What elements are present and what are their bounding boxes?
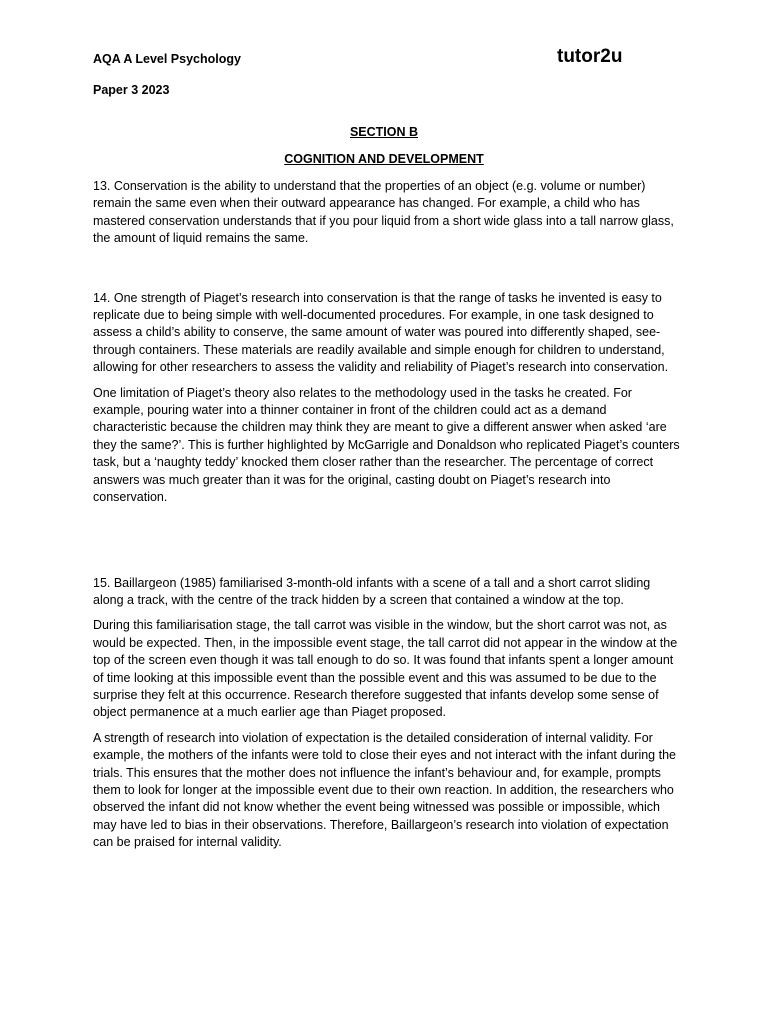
brand-logo: tutor2u xyxy=(557,46,623,67)
spacer xyxy=(93,256,683,290)
spacer xyxy=(93,515,683,575)
answer-13-paragraph: 13. Conservation is the ability to understand that the properties of an object (e.g. volume or number) remain the same even when their outward appearance has changed. For example, a child who has mastered conservation understands that if you pour liquid from a short wide glass into a tall narrow glass, the amount of liquid remains the same. xyxy=(93,179,674,246)
paper-title: Paper 3 2023 xyxy=(93,83,170,97)
answer-15-paragraph-3: A strength of research into violation of expectation is the detailed consideration of internal validity. For example, the mothers of the infants were told to close their eyes and not interact with the infant during the trials. This ensures that the mother does not influence the infant’s behaviour and, for example, prompts them to look for longer at the impossible event due to their own reaction. In addition, the researchers who observed the infant did not know whether the event being witnessed was possible or impossible, which may have led to bias in their observations. Therefore, Baillargeon’s research into violation of expectation can be praised for internal validity. xyxy=(93,730,676,850)
document-header xyxy=(93,51,241,99)
answers-body xyxy=(93,178,683,860)
section-subtitle: COGNITION AND DEVELOPMENT xyxy=(284,152,484,166)
answer-14-paragraph-2: One limitation of Piaget’s theory also relates to the methodology used in the tasks he created. For example, pouring water into a thinner container in front of the children could act as a demand characteristic because the children may think they are meant to give a different answer when asked ‘are they the same?’. This is further highlighted by McGarrigle and Donaldson who replicated Piaget’s counters task, but a ‘naughty teddy’ knocked them closer rather than the researcher. The percentage of correct answers was much greater than it was for the original, casting doubt on Piaget’s research into conservation. xyxy=(93,385,680,505)
section-title: SECTION B xyxy=(349,125,419,139)
answer-15-paragraph-1: 15. Baillargeon (1985) familiarised 3-month-old infants with a scene of a tall and a short carrot sliding along a track, with the centre of the track hidden by a screen that contained a window at the top. xyxy=(93,575,651,607)
answer-14-paragraph-1: 14. One strength of Piaget’s research into conservation is that the range of tasks he invented is easy to replicate due to being simple with well-documented procedures. For example, in one task designed to assess a child’s ability to conserve, the same amount of water was poured into differently shaped, see-through containers. These materials are readily available and simple enough for children to understand, allowing for other researchers to assess the validity and reliability of Piaget’s research into conservation. xyxy=(93,290,669,375)
answer-15-paragraph-2: During this familiarisation stage, the tall carrot was visible in the window, but the short carrot was not, as would be expected. Then, in the impossible event stage, the tall carrot did not appear in the window at the top of the screen even though it was tall enough to do so. It was found that infants spent a longer amount of time looking at this impossible event than the possible event and this was assumed to be due to the surprise they felt at this occurrence. Research therefore suggested that infants develop some sense of object permanence at a much earlier age than Piaget proposed. xyxy=(93,618,678,720)
course-title: AQA A Level Psychology xyxy=(93,52,241,66)
